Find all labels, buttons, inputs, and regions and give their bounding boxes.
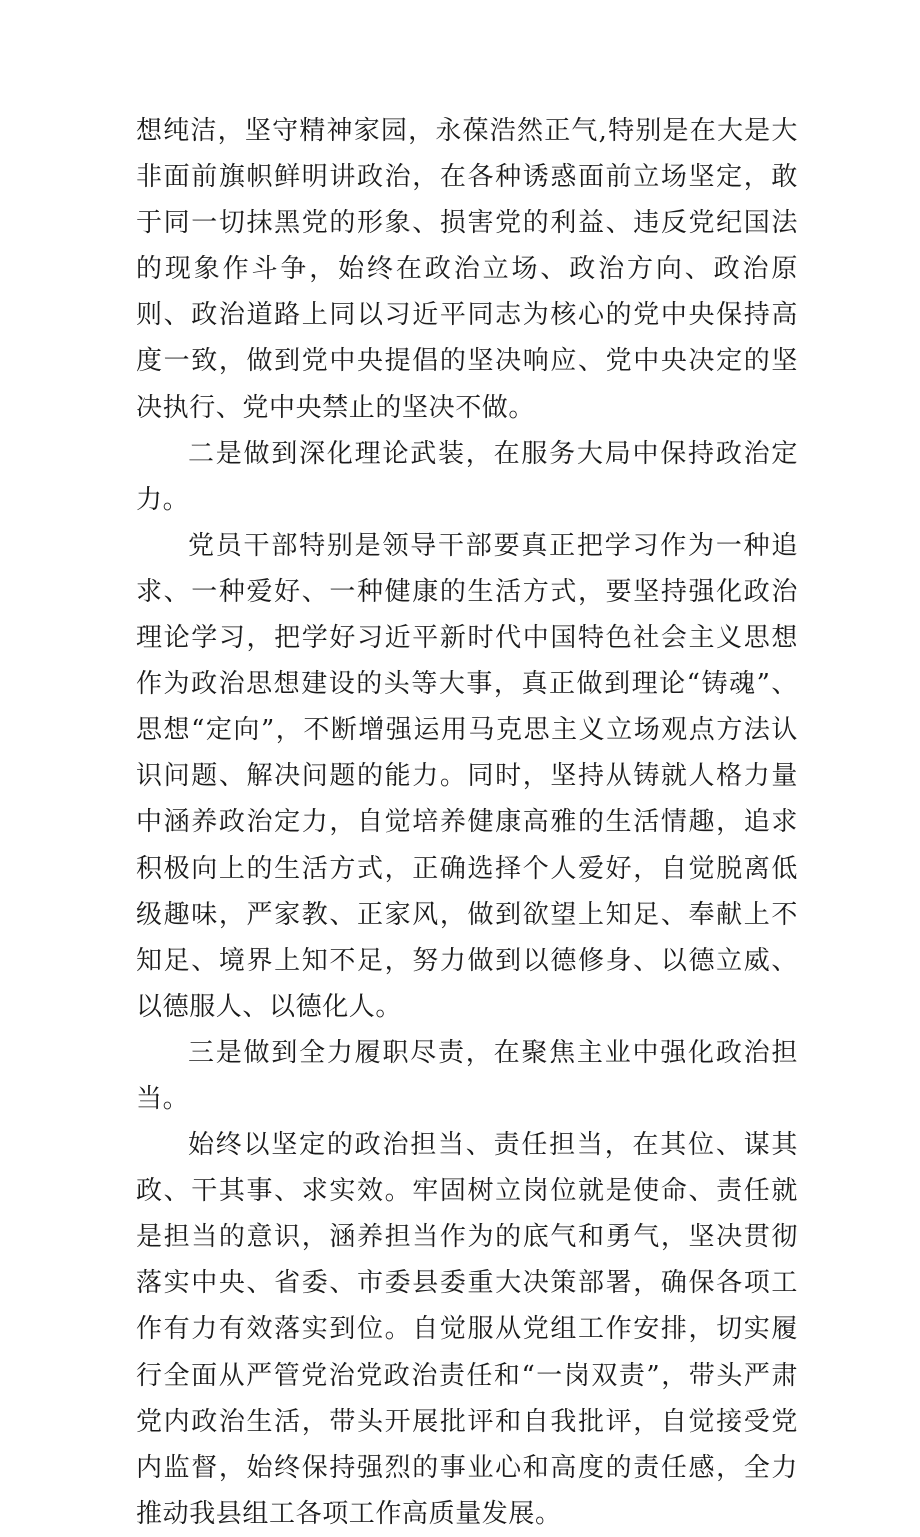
paragraph-continuation: 想纯洁，坚守精神家园，永葆浩然正气,特别是在大是大非面前旗帜鲜明讲政治，在各种诱惑面前立场坚定，敢于同一切抹黑党的形象、损害党的利益、违反党纪国法的现象作斗争，始终在政治立场、政治方向、政治原则、政治道路上同以习近平同志为核心的党中央保持高度一致，做到党中央提倡的坚决响应、党中央决定的坚决执行、党中央禁止的坚决不做。 <box>136 116 798 423</box>
document-body <box>136 108 798 1537</box>
paragraph-theory-study: 党员干部特别是领导干部要真正把学习作为一种追求、一种爱好、一种健康的生活方式，要坚持强化政治理论学习，把学好习近平新时代中国特色社会主义思想作为政治思想建设的头等大事，真正做到理论“铸魂”、思想“定向”，不断增强运用马克思主义立场观点方法认识问题、解决问题的能力。同时，坚持从铸就人格力量中涵养政治定力，自觉培养健康高雅的生活情趣，追求积极向上的生活方式，正确选择个人爱好，自觉脱离低级趣味，严家教、正家风，做到欲望上知足、奉献上不知足、境界上知不足，努力做到以德修身、以德立威、以德服人、以德化人。 <box>136 530 798 1022</box>
paragraph-heading-2: 二是做到深化理论武装，在服务大局中保持政治定力。 <box>136 438 798 515</box>
paragraph-responsibility: 始终以坚定的政治担当、责任担当，在其位、谋其政、干其事、求实效。牢固树立岗位就是使命、责任就是担当的意识，涵养担当作为的底气和勇气，坚决贯彻落实中央、省委、市委县委重大决策部署，确保各项工作有力有效落实到位。自觉服从党组工作安排，切实履行全面从严管党治党政治责任和“一岗双责”，带头严肃党内政治生活，带头开展批评和自我批评，自觉接受党内监督，始终保持强烈的事业心和高度的责任感，全力推动我县组工各项工作高质量发展。 <box>136 1130 798 1529</box>
paragraph-heading-3: 三是做到全力履职尽责，在聚焦主业中强化政治担当。 <box>136 1037 798 1114</box>
